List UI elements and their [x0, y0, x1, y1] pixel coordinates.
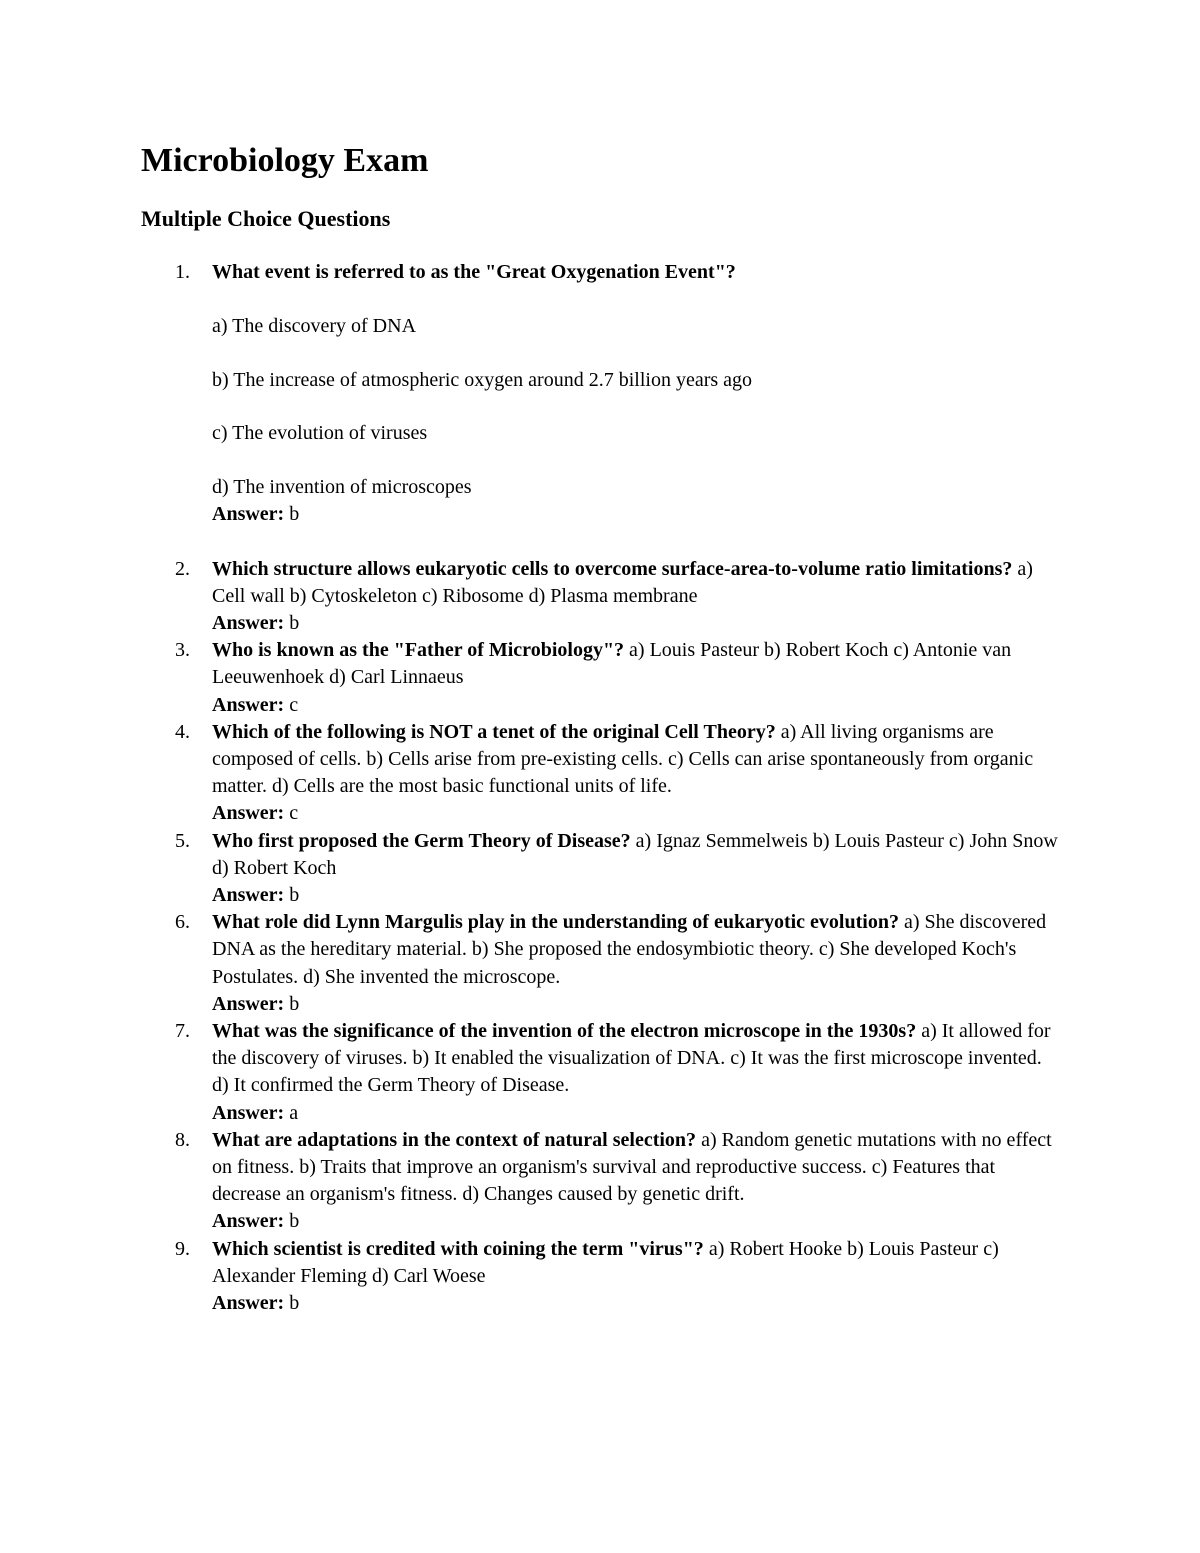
- question-item: [141, 909, 1061, 1018]
- question-text: Which structure allows eukaryotic cells to overcome surface-area-to-volume ratio limitations?: [212, 557, 1013, 580]
- question-item: [141, 1018, 1061, 1127]
- question-text: What event is referred to as the "Great Oxygenation Event"?: [212, 261, 736, 283]
- answer-value: b: [289, 1210, 300, 1233]
- answer-value: b: [289, 612, 300, 634]
- question-number: 7.: [175, 1020, 190, 1043]
- document-title: Microbiology Exam: [141, 142, 429, 179]
- question-text: Which of the following is NOT a tenet of the original Cell Theory?: [212, 720, 776, 743]
- document-page: [141, 138, 1061, 1317]
- question-body: [212, 556, 1061, 610]
- answer-value: a: [289, 1101, 299, 1124]
- answer-label: Answer:: [212, 693, 285, 716]
- question-body: [212, 719, 1061, 801]
- question-text: What was the significance of the invention of the electron microscope in the 1930s?: [212, 1020, 917, 1043]
- option-line: d) The invention of microscopes: [212, 476, 472, 499]
- answer-line: [212, 1100, 1061, 1127]
- question-list: [141, 259, 1061, 1317]
- question-number: 1.: [175, 261, 190, 283]
- answer-value: b: [289, 503, 300, 526]
- question-text: Who is known as the "Father of Microbiology"?: [212, 639, 625, 662]
- question-options: a) Random genetic mutations with no effect on fitness. b) Traits that improve an organism's survival and reproductive success. c) Features that decrease an organism's fitness. d) Changes caused by genetic drift.: [212, 1128, 1052, 1206]
- answer-value: c: [289, 802, 299, 825]
- answer-label: Answer:: [212, 1210, 285, 1233]
- question-text: Who first proposed the Germ Theory of Disease?: [212, 829, 631, 852]
- answer-label: Answer:: [212, 992, 285, 1015]
- question-body: [212, 1236, 1061, 1290]
- answer-value: c: [289, 693, 299, 716]
- question-number: 3.: [175, 639, 190, 662]
- question-text: What are adaptations in the context of natural selection?: [212, 1128, 697, 1151]
- question-body: [212, 909, 1061, 991]
- question-options: a) Cell wall b) Cytoskeleton c) Ribosome d) Plasma membrane: [212, 557, 1033, 607]
- answer-line: [212, 501, 1061, 528]
- answer-line: [212, 1290, 1061, 1317]
- answer-label: Answer:: [212, 1292, 285, 1315]
- question-item: [141, 637, 1061, 719]
- question-number: 2.: [175, 557, 190, 580]
- question-item: [141, 556, 1061, 638]
- question-text: Which scientist is credited with coining the term "virus"?: [212, 1237, 704, 1260]
- answer-label: Answer:: [212, 884, 285, 907]
- question-options: a) Ignaz Semmelweis b) Louis Pasteur c) John Snow d) Robert Koch: [212, 829, 1058, 879]
- answer-line: [212, 692, 1061, 719]
- question-body: [212, 1127, 1061, 1209]
- question-options: a) It allowed for the discovery of viruses. b) It enabled the visualization of DNA. c) It was the first microscope invented. d) It confirmed the Germ Theory of Disease.: [212, 1020, 1051, 1097]
- question-text: What role did Lynn Margulis play in the understanding of eukaryotic evolution?: [212, 911, 899, 934]
- question-number: 6.: [175, 911, 190, 934]
- section-heading: Multiple Choice Questions: [141, 206, 391, 231]
- question-number: 8.: [175, 1128, 190, 1151]
- answer-value: b: [289, 992, 300, 1015]
- question-item: [141, 719, 1061, 828]
- question-body: [212, 1018, 1061, 1100]
- answer-line: [212, 882, 1061, 909]
- question-options: a) She discovered DNA as the hereditary material. b) She proposed the endosymbiotic theory. c) She developed Koch's Postulates. d) She invented the microscope.: [212, 911, 1047, 988]
- answer-line: [212, 991, 1061, 1018]
- answer-line: [212, 800, 1061, 827]
- option-line: c) The evolution of viruses: [212, 422, 428, 445]
- option-line: a) The discovery of DNA: [212, 314, 417, 337]
- question-item: [141, 259, 1061, 529]
- question-number: 4.: [175, 720, 190, 743]
- question-number: 9.: [175, 1237, 190, 1260]
- question-body: [212, 637, 1061, 691]
- answer-label: Answer:: [212, 802, 285, 825]
- answer-value: b: [289, 1292, 300, 1315]
- question-item: [141, 828, 1061, 910]
- question-item: [141, 1127, 1061, 1236]
- question-options: a) Robert Hooke b) Louis Pasteur c) Alexander Fleming d) Carl Woese: [212, 1237, 999, 1287]
- question-number: 5.: [175, 829, 190, 852]
- answer-line: [212, 1208, 1061, 1235]
- question-body: [212, 828, 1061, 882]
- answer-value: b: [289, 884, 300, 907]
- answer-label: Answer:: [212, 1101, 285, 1124]
- answer-label: Answer:: [212, 503, 285, 526]
- question-options: a) All living organisms are composed of cells. b) Cells arise from pre-existing cells. c) Cells can arise spontaneously from organic matter. d) Cells are the most basic functional units of life.: [212, 720, 1034, 798]
- question-item: [141, 1236, 1061, 1318]
- option-line: b) The increase of atmospheric oxygen around 2.7 billion years ago: [212, 368, 753, 391]
- answer-line: [212, 610, 1061, 637]
- answer-label: Answer:: [212, 612, 285, 634]
- question-options: a) Louis Pasteur b) Robert Koch c) Antonie van Leeuwenhoek d) Carl Linnaeus: [212, 639, 1012, 689]
